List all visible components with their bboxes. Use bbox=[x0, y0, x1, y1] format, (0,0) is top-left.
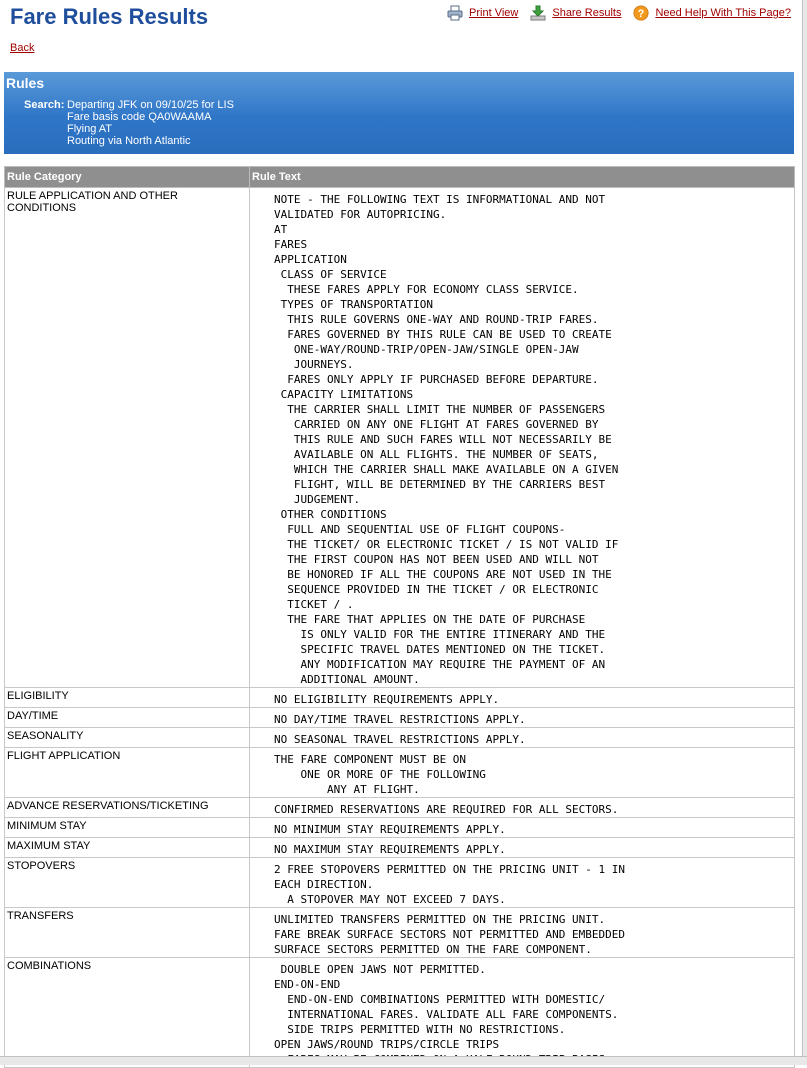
horizontal-scrollbar[interactable] bbox=[0, 1056, 807, 1065]
rule-text: THE FARE COMPONENT MUST BE ON ONE OR MORE OF THE FOLLOWING ANY AT FLIGHT. bbox=[274, 753, 486, 796]
table-row bbox=[5, 728, 795, 748]
rule-text-cell bbox=[250, 798, 795, 818]
back-link[interactable]: Back bbox=[10, 42, 35, 54]
table-row bbox=[5, 798, 795, 818]
printer-icon[interactable] bbox=[447, 5, 463, 21]
help-icon[interactable] bbox=[633, 5, 649, 21]
table-row bbox=[5, 858, 795, 908]
search-routing: Routing via North Atlantic bbox=[67, 135, 191, 147]
rule-text-cell bbox=[250, 728, 795, 748]
rule-text: NOTE - THE FOLLOWING TEXT IS INFORMATIONAL AND NOT VALIDATED FOR AUTOPRICING. AT FARES APPLICATION CLASS OF SERVICE THESE FARES APPLY FOR ECONOMY CLASS SERVICE. TYPES OF TRANSPORTATION THIS RULE GOVERNS ONE-WAY AND ROUND-TRIP FARES. FARES GOVERNED BY THIS RULE CAN BE USED TO CREATE ONE-WAY/ROUND-TRIP/OPEN-JAW/SINGLE OPEN-JAW JOURNEYS. FARES ONLY APPLY IF PURCHASED BEFORE DEPARTURE. CAPACITY LIMITATIONS THE CARRIER SHALL LIMIT THE NUMBER OF PASSENGERS CARRIED ON ANY ONE FLIGHT AT FARES GOVERNED BY THIS RULE AND SUCH FARES WILL NOT NECESSARILY BE AVAILABLE ON ALL FLIGHTS. THE NUMBER OF SEATS, WHICH THE CARRIER SHALL MAKE AVAILABLE ON A GIVEN FLIGHT, WILL BE DETERMINED BY THE CARRIERS BEST JUDGEMENT. OTHER CONDITIONS FULL AND SEQUENTIAL USE OF FLIGHT COUPONS- THE TICKET/ OR ELECTRONIC TICKET / IS NOT VALID IF THE FIRST COUPON HAS NOT BEEN USED AND WILL NOT BE HONORED IF ALL THE COUPONS ARE NOT USED IN THE SEQUENCE PROVIDED IN THE TICKET / OR ELECTRONIC TICKET / . THE FARE THAT APPLIES ON THE DATE OF PURCHASE IS ONLY VALID FOR THE ENTIRE ITINERARY AND THE SPECIFIC TRAVEL DATES MENTIONED ON THE TICKET. ANY MODIFICATION MAY REQUIRE THE PAYMENT OF AN ADDITIONAL AMOUNT. bbox=[274, 193, 619, 686]
rule-text: UNLIMITED TRANSFERS PERMITTED ON THE PRICING UNIT. FARE BREAK SURFACE SECTORS NOT PERMITTED AND EMBEDDED SURFACE SECTORS PERMITTED ON THE FARE COMPONENT. bbox=[274, 913, 625, 956]
search-fare-basis: Fare basis code QA0WAAMA bbox=[67, 111, 212, 123]
share-results-link[interactable] bbox=[530, 5, 621, 21]
table-row bbox=[5, 708, 795, 728]
rule-text: NO DAY/TIME TRAVEL RESTRICTIONS APPLY. bbox=[274, 713, 526, 726]
rule-category-cell: RULE APPLICATION AND OTHER CONDITIONS bbox=[5, 188, 250, 688]
print-view-link[interactable] bbox=[447, 5, 518, 21]
table-row bbox=[5, 958, 795, 1068]
rule-text: DOUBLE OPEN JAWS NOT PERMITTED. END-ON-END END-ON-END COMBINATIONS PERMITTED WITH DOMESTIC/ INTERNATIONAL FARES. VALIDATE ALL FARE COMPONENTS. SIDE TRIPS PERMITTED WITH NO RESTRICTIONS. OPEN JAWS/ROUND TRIPS/CIRCLE TRIPS bbox=[274, 963, 619, 1051]
column-header-rule-category: Rule Category bbox=[5, 167, 250, 188]
rules-table-container bbox=[4, 166, 794, 1068]
rules-banner bbox=[4, 72, 794, 154]
rule-text-cell bbox=[250, 958, 795, 1068]
rules-table bbox=[4, 166, 795, 1068]
table-row bbox=[5, 818, 795, 838]
rule-text: 2 FREE STOPOVERS PERMITTED ON THE PRICING UNIT - 1 IN EACH DIRECTION. A STOPOVER MAY NOT EXCEED 7 DAYS. bbox=[274, 863, 625, 906]
help-link[interactable] bbox=[633, 5, 791, 21]
rule-text-cell bbox=[250, 188, 795, 688]
table-header-row bbox=[5, 167, 795, 188]
rule-text-cell bbox=[250, 688, 795, 708]
rule-text: NO MINIMUM STAY REQUIREMENTS APPLY. bbox=[274, 823, 506, 836]
rule-category-cell: MAXIMUM STAY bbox=[5, 838, 250, 858]
rule-text-cell bbox=[250, 708, 795, 728]
rule-category-cell: TRANSFERS bbox=[5, 908, 250, 958]
rule-text-cell bbox=[250, 838, 795, 858]
rule-text-cell bbox=[250, 908, 795, 958]
page-toolbar bbox=[435, 5, 791, 21]
table-row bbox=[5, 748, 795, 798]
search-route: Departing JFK on 09/10/25 for LIS bbox=[67, 99, 234, 111]
rule-category-cell: ADVANCE RESERVATIONS/TICKETING bbox=[5, 798, 250, 818]
print-view-label[interactable]: Print View bbox=[469, 7, 519, 19]
rule-text: CONFIRMED RESERVATIONS ARE REQUIRED FOR ALL SECTORS. bbox=[274, 803, 619, 816]
rule-text-cell bbox=[250, 858, 795, 908]
rule-category-cell: STOPOVERS bbox=[5, 858, 250, 908]
table-row bbox=[5, 688, 795, 708]
rule-category-cell: SEASONALITY bbox=[5, 728, 250, 748]
page-title: Fare Rules Results bbox=[10, 4, 209, 29]
rule-category-cell: FLIGHT APPLICATION bbox=[5, 748, 250, 798]
table-row bbox=[5, 908, 795, 958]
vertical-scrollbar[interactable] bbox=[802, 0, 807, 1065]
rule-text: NO ELIGIBILITY REQUIREMENTS APPLY. bbox=[274, 693, 500, 706]
column-header-rule-text: Rule Text bbox=[250, 167, 795, 188]
rule-text: NO SEASONAL TRAVEL RESTRICTIONS APPLY. bbox=[274, 733, 526, 746]
share-results-label[interactable]: Share Results bbox=[552, 7, 622, 19]
download-icon[interactable] bbox=[530, 5, 546, 21]
rule-text: NO MAXIMUM STAY REQUIREMENTS APPLY. bbox=[274, 843, 506, 856]
svg-text:?: ? bbox=[638, 8, 645, 20]
rule-category-cell: ELIGIBILITY bbox=[5, 688, 250, 708]
search-details bbox=[67, 99, 234, 147]
search-label: Search: bbox=[24, 99, 65, 111]
rule-text-cell bbox=[250, 818, 795, 838]
table-row bbox=[5, 188, 795, 688]
search-carrier: Flying AT bbox=[67, 123, 113, 135]
rule-text-cell bbox=[250, 748, 795, 798]
rule-category-cell: MINIMUM STAY bbox=[5, 818, 250, 838]
rules-heading: Rules bbox=[6, 75, 45, 91]
rule-category-cell: DAY/TIME bbox=[5, 708, 250, 728]
help-label[interactable]: Need Help With This Page? bbox=[655, 7, 791, 19]
rule-category-cell: COMBINATIONS bbox=[5, 958, 250, 1068]
table-row bbox=[5, 838, 795, 858]
